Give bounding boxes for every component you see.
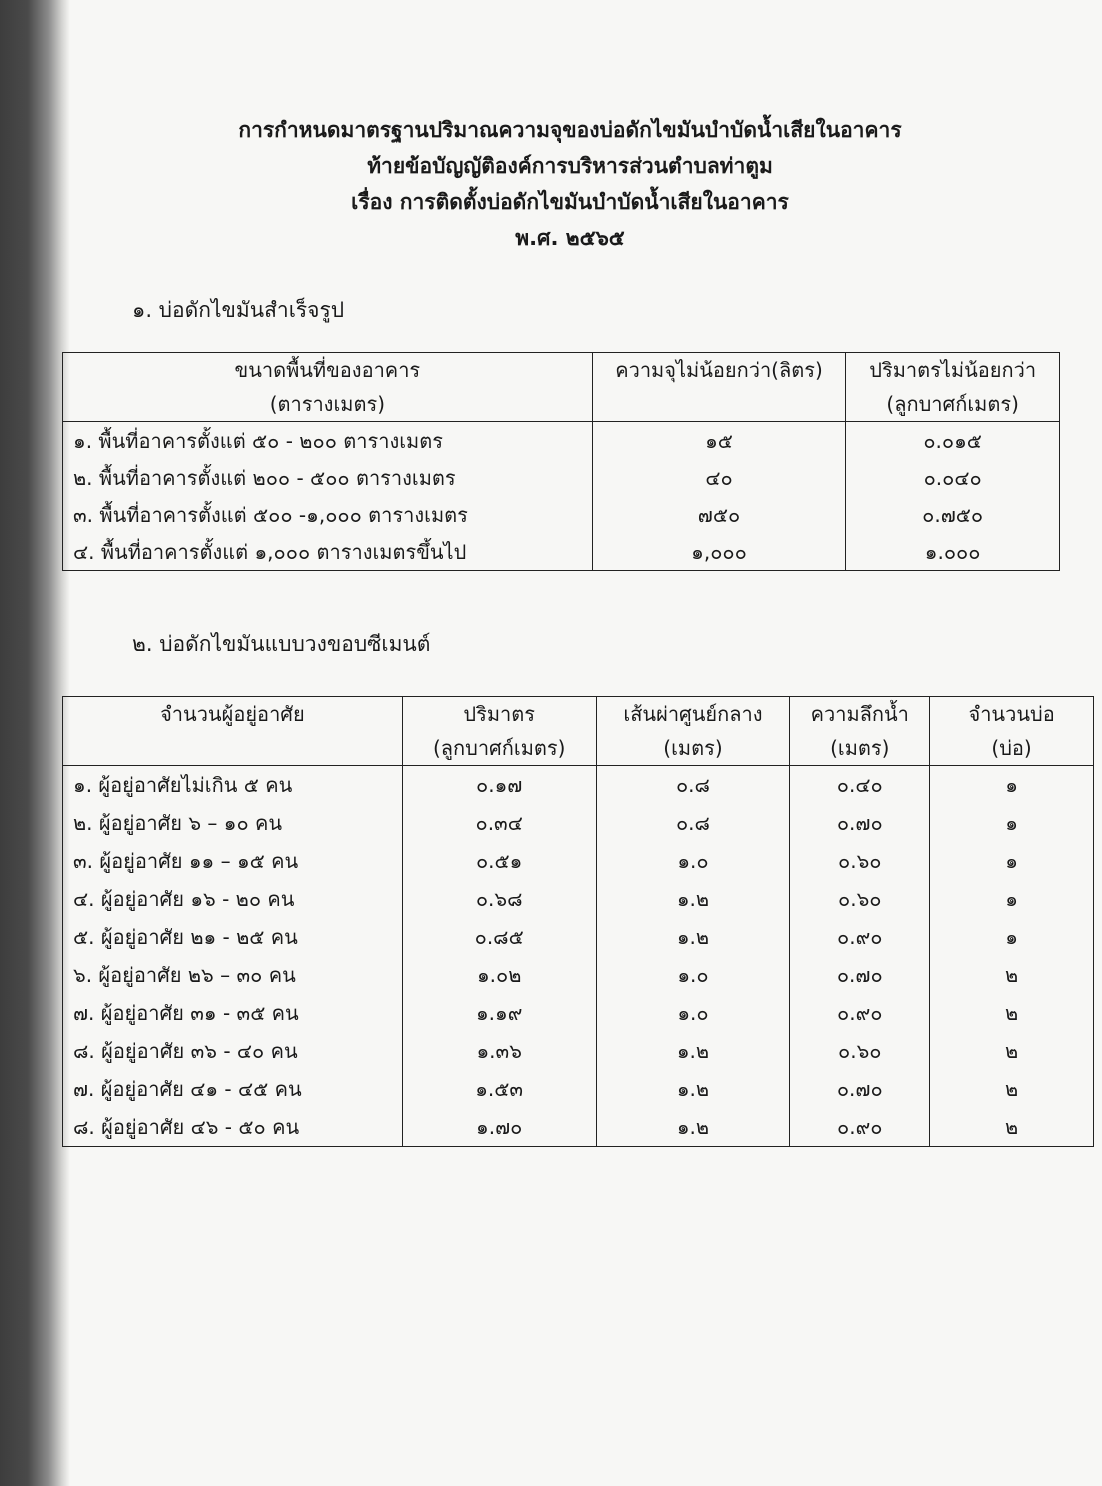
table-row [63,880,1094,918]
section2-title: ๒. บ่อดักไขมันแบบวงขอบซีเมนต์ [132,632,431,656]
table-row [63,842,1094,880]
table-header-row [63,697,1094,766]
row-label: ๘. ผู้อยู่อาศัย ๓๖ - ๔๐ คน [63,1032,403,1070]
row-volume: ๐.๓๔ [402,804,596,842]
header-title-line: การกำหนดมาตรฐานปริมาณความจุของบ่อดักไขมันบำบัดน้ำเสียในอาคาร [238,118,902,142]
table-row [63,994,1094,1032]
row-depth: ๐.๙๐ [790,1108,930,1147]
row-capacity: ๑๕ [592,422,846,460]
table-row [63,1070,1094,1108]
row-capacity: ๔๐ [592,459,846,496]
table-header-row [63,353,1060,422]
table-row [63,804,1094,842]
row-capacity: ๑,๐๐๐ [592,533,846,571]
row-count: ๒ [930,1108,1094,1147]
row-count: ๑ [930,804,1094,842]
row-diameter: ๐.๘ [596,766,790,805]
row-volume: ๐.๑๗ [402,766,596,805]
table-row [63,496,1060,533]
row-volume: ๑.๐๒ [402,956,596,994]
row-diameter: ๑.๒ [596,1032,790,1070]
row-volume: ๑.๕๓ [402,1070,596,1108]
scan-binding-shadow [0,0,70,1486]
row-label: ๖. ผู้อยู่อาศัย ๒๖ – ๓๐ คน [63,956,403,994]
row-count: ๒ [930,1032,1094,1070]
row-depth: ๐.๔๐ [790,766,930,805]
col-volume: ปริมาตร (ลูกบาศก์เมตร) [402,697,596,766]
row-label: ๔. ผู้อยู่อาศัย ๑๖ - ๒๐ คน [63,880,403,918]
table-row [63,422,1060,460]
header-subtitle-line: ท้ายข้อบัญญัติองค์การบริหารส่วนตำบลท่าตูม [367,154,773,178]
row-volume: ๑.๐๐๐ [846,533,1060,571]
header-subject-line: เรื่อง การติดตั้งบ่อดักไขมันบำบัดน้ำเสียในอาคาร [351,190,789,214]
row-label: ๒. ผู้อยู่อาศัย ๖ – ๑๐ คน [63,804,403,842]
row-label: ๑. ผู้อยู่อาศัยไม่เกิน ๕ คน [63,766,403,805]
table-row [63,1108,1094,1147]
row-count: ๑ [930,880,1094,918]
col-water-depth: ความลึกน้ำ (เมตร) [790,697,930,766]
row-depth: ๐.๗๐ [790,1070,930,1108]
row-depth: ๐.๖๐ [790,880,930,918]
row-diameter: ๑.๒ [596,1108,790,1147]
row-depth: ๐.๖๐ [790,842,930,880]
row-volume: ๐.๖๘ [402,880,596,918]
row-label: ๗. ผู้อยู่อาศัย ๔๑ - ๔๕ คน [63,1070,403,1108]
row-depth: ๐.๖๐ [790,1032,930,1070]
row-count: ๒ [930,994,1094,1032]
row-label: ๕. ผู้อยู่อาศัย ๒๑ - ๒๕ คน [63,918,403,956]
table-row [63,459,1060,496]
document-header [160,112,980,256]
row-volume: ๐.๐๔๐ [846,459,1060,496]
header-year-line: พ.ศ. ๒๕๖๕ [515,226,625,250]
row-count: ๑ [930,766,1094,805]
row-count: ๒ [930,1070,1094,1108]
row-depth: ๐.๗๐ [790,956,930,994]
table-row [63,1032,1094,1070]
row-depth: ๐.๗๐ [790,804,930,842]
row-volume: ๐.๘๕ [402,918,596,956]
row-diameter: ๑.๐ [596,842,790,880]
row-volume: ๑.๓๖ [402,1032,596,1070]
row-count: ๑ [930,842,1094,880]
row-label: ๗. ผู้อยู่อาศัย ๓๑ - ๓๕ คน [63,994,403,1032]
col-capacity: ความจุไม่น้อยกว่า(ลิตร) [592,353,846,422]
row-volume: ๐.๕๑ [402,842,596,880]
row-volume: ๑.๑๙ [402,994,596,1032]
row-depth: ๐.๙๐ [790,918,930,956]
row-volume: ๐.๐๑๕ [846,422,1060,460]
col-volume: ปริมาตรไม่น้อยกว่า (ลูกบาศก์เมตร) [846,353,1060,422]
row-label: ๒. พื้นที่อาคารตั้งแต่ ๒๐๐ - ๕๐๐ ตารางเมตร [63,459,593,496]
row-diameter: ๐.๘ [596,804,790,842]
row-label: ๓. พื้นที่อาคารตั้งแต่ ๕๐๐ -๑,๐๐๐ ตารางเมตร [63,496,593,533]
cement-ring-grease-trap-table [62,696,1094,1147]
col-diameter: เส้นผ่าศูนย์กลาง (เมตร) [596,697,790,766]
col-pit-count: จำนวนบ่อ (บ่อ) [930,697,1094,766]
row-depth: ๐.๙๐ [790,994,930,1032]
row-label: ๑. พื้นที่อาคารตั้งแต่ ๕๐ - ๒๐๐ ตารางเมตร [63,422,593,460]
row-label: ๓. ผู้อยู่อาศัย ๑๑ – ๑๕ คน [63,842,403,880]
row-count: ๑ [930,918,1094,956]
row-capacity: ๗๕๐ [592,496,846,533]
table-row [63,956,1094,994]
row-count: ๒ [930,956,1094,994]
row-volume: ๐.๗๕๐ [846,496,1060,533]
row-volume: ๑.๗๐ [402,1108,596,1147]
table-row [63,533,1060,571]
row-label: ๔. พื้นที่อาคารตั้งแต่ ๑,๐๐๐ ตารางเมตรขึ้นไป [63,533,593,571]
row-diameter: ๑.๒ [596,880,790,918]
table-row [63,918,1094,956]
row-label: ๘. ผู้อยู่อาศัย ๔๖ - ๕๐ คน [63,1108,403,1147]
row-diameter: ๑.๒ [596,918,790,956]
row-diameter: ๑.๐ [596,956,790,994]
prefab-grease-trap-table [62,352,1060,571]
col-residents: จำนวนผู้อยู่อาศัย [63,697,403,766]
row-diameter: ๑.๐ [596,994,790,1032]
section1-title: ๑. บ่อดักไขมันสำเร็จรูป [132,298,345,322]
table-row [63,766,1094,805]
row-diameter: ๑.๒ [596,1070,790,1108]
col-building-area: ขนาดพื้นที่ของอาคาร (ตารางเมตร) [63,353,593,422]
